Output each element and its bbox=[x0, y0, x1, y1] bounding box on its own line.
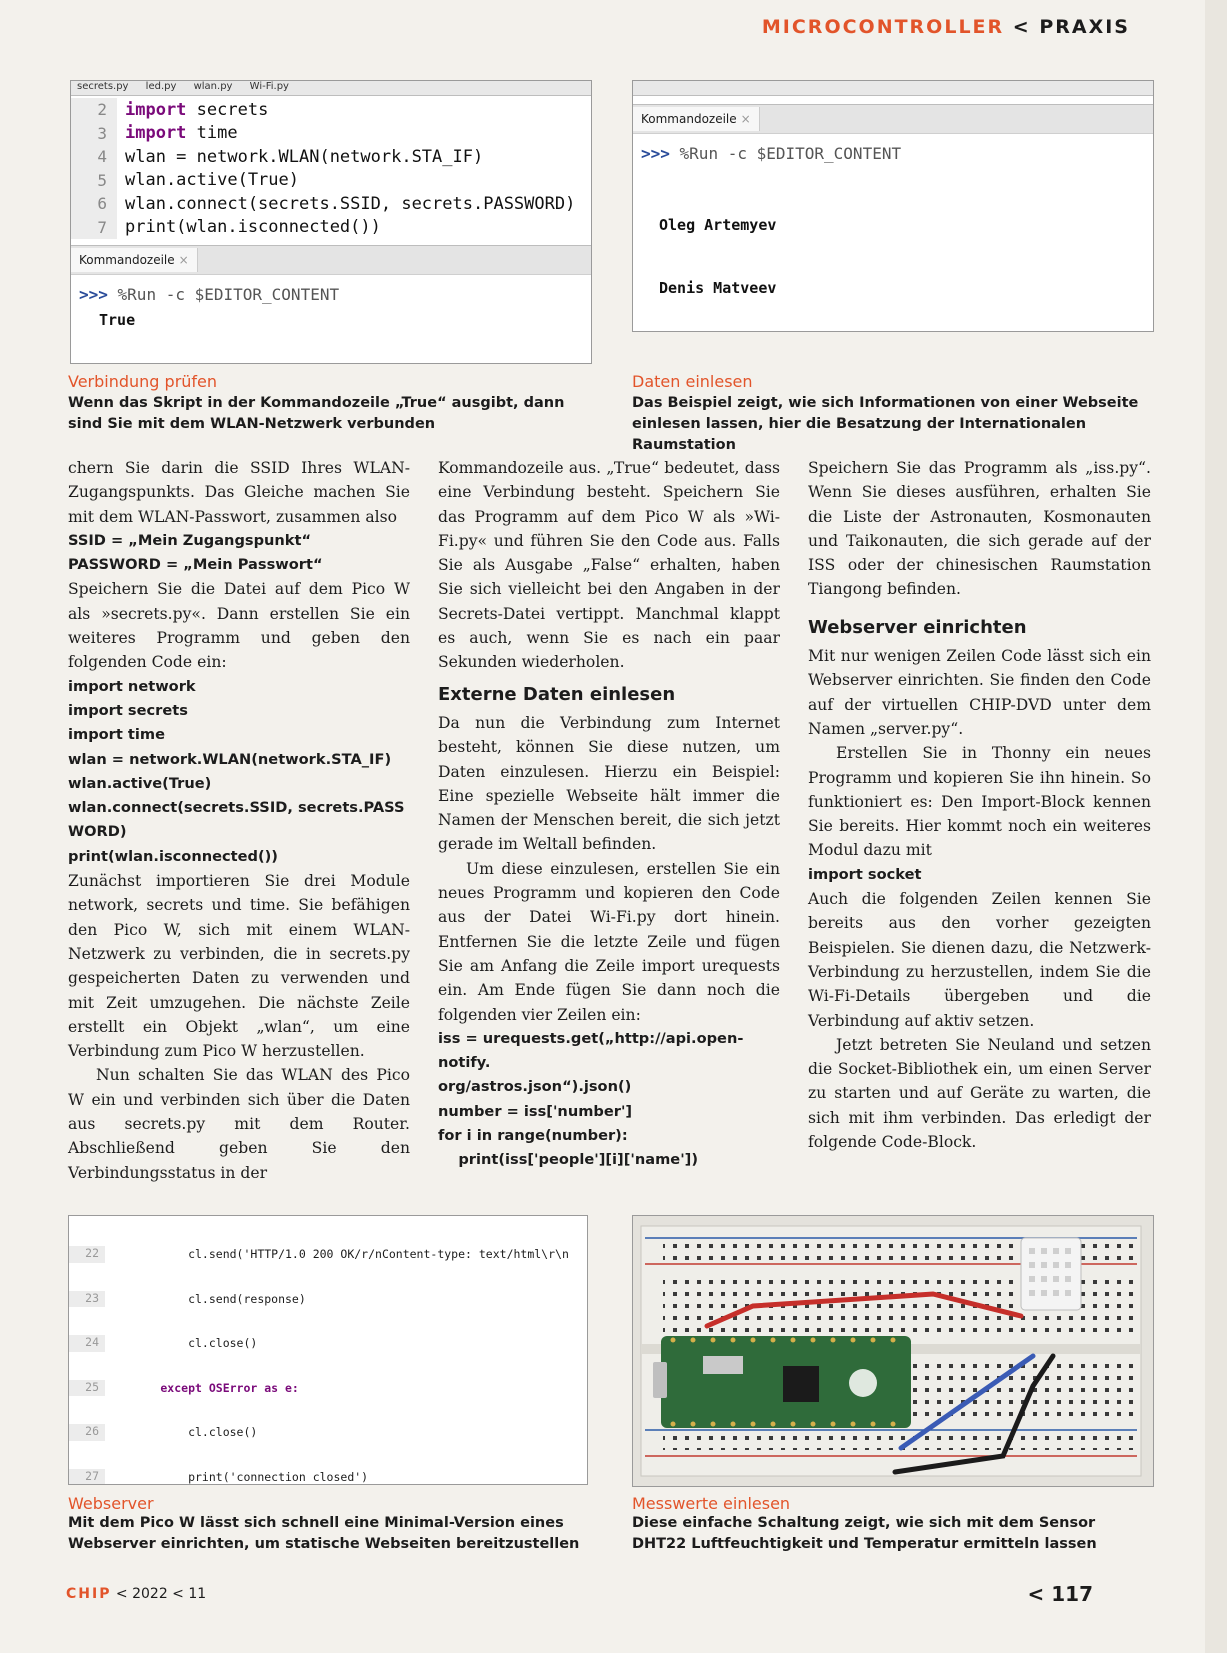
code-line: wlan.connect(secrets.SSID, secrets.PASS bbox=[68, 799, 405, 817]
code-line: org/astros.json“).json() bbox=[438, 1078, 632, 1096]
caption-title: Daten einlesen bbox=[632, 372, 753, 391]
line-number: 27 bbox=[69, 1469, 105, 1486]
code-line: import network bbox=[68, 677, 196, 695]
code-text: cl.close() bbox=[105, 1336, 258, 1351]
line-number: 2 bbox=[71, 98, 117, 122]
screenshot-wlan-editor bbox=[70, 80, 592, 364]
caption-text: Das Beispiel zeigt, wie sich Informationen von einer Webseite einlesen lassen, hier die Besatzung der Internationalen Raumstation bbox=[632, 395, 1139, 453]
code-line: PASSWORD = „Mein Passwort“ bbox=[68, 556, 323, 574]
code-line bbox=[69, 1335, 587, 1352]
paragraph: Speichern Sie die Datei auf dem Pico W als »secrets.py«. Dann erstellen Sie ein weiteres Programm und geben den folgenden Code ein: bbox=[68, 580, 410, 672]
paragraph: Zunächst importieren Sie drei Module network, secrets und time. Sie befähigen den Pico W, sich mit einem WLAN-Netzwerk zu verbinden, die in secrets.py gespeicherten Daten zu verwenden und mit Zeit umzugehen. Die nächste Zeile erstellt ein Objekt „wlan“, um eine Verbindung zum Pico W herzustellen. bbox=[68, 872, 410, 1061]
code-line: for i in range(number): bbox=[438, 1127, 628, 1145]
caption-title: Webserver bbox=[68, 1494, 154, 1513]
output-line: Oleg Artemyev bbox=[659, 216, 777, 234]
code-text: cl.send('HTTP/1.0 200 OK/r/nContent-type: text/html\r\n bbox=[105, 1247, 569, 1262]
paragraph: chern Sie darin die SSID Ihres WLAN-Zugangspunkts. Das Gleiche machen Sie mit dem WLAN-Passwort, zusammen also bbox=[68, 459, 410, 526]
code-text: cl.close() bbox=[105, 1425, 258, 1440]
prompt-command: %Run -c $EDITOR_CONTENT bbox=[669, 144, 902, 163]
paragraph: Auch die folgenden Zeilen kennen Sie bereits aus den vorher gezeigten Beispielen. Sie dienen dazu, die Netzwerk-Verbindung zu herzustellen, indem Sie die Wi-Fi-Details übergeben und die Verbindung auf aktiv setzen. bbox=[808, 890, 1151, 1030]
tab-secrets: secrets.py bbox=[77, 81, 129, 92]
line-number: 23 bbox=[69, 1291, 105, 1308]
code-line bbox=[69, 1424, 587, 1441]
code-line: print(iss['people'][i]['name']) bbox=[438, 1151, 699, 1169]
tab-kommandozeile[interactable] bbox=[633, 107, 760, 131]
line-number: 7 bbox=[71, 216, 117, 240]
page-number: < 117 bbox=[1027, 1582, 1093, 1606]
code-text: wlan.active(True) bbox=[125, 170, 299, 191]
code-line bbox=[71, 216, 591, 240]
caption-title: Messwerte einlesen bbox=[632, 1494, 791, 1513]
code-text: print(wlan.isconnected()) bbox=[125, 217, 381, 238]
code-line bbox=[69, 1291, 587, 1308]
image-breadboard-circuit bbox=[632, 1215, 1154, 1487]
prompt-symbol: >>> bbox=[79, 285, 108, 304]
header-separator: < bbox=[1012, 16, 1031, 38]
line-number: 6 bbox=[71, 192, 117, 216]
tab-led: led.py bbox=[145, 81, 177, 92]
output-line: Denis Matveev bbox=[659, 279, 777, 297]
shell-prompt bbox=[633, 134, 1153, 169]
line-number: 4 bbox=[71, 145, 117, 169]
code-line: number = iss['number'] bbox=[438, 1102, 633, 1120]
code-text: cl.send(response) bbox=[105, 1291, 306, 1306]
close-icon[interactable]: × bbox=[740, 112, 751, 126]
keyword: import bbox=[125, 99, 187, 120]
section-heading: Webserver einrichten bbox=[808, 616, 1027, 638]
shell-tab-bar bbox=[633, 104, 1153, 134]
paragraph: Da nun die Verbindung zum Internet besteht, können Sie diese nutzen, um Daten einzulesen. Hierzu ein Beispiel: Eine spezielle Webseite hält immer die Namen der Menschen bereit, die sich jetzt gerade im Weltall befinden. bbox=[438, 713, 780, 854]
column-3 bbox=[808, 456, 1151, 1154]
prompt-symbol: >>> bbox=[641, 144, 670, 163]
keyword: import bbox=[125, 123, 187, 144]
footer-left bbox=[66, 1586, 206, 1602]
paragraph: Kommandozeile aus. „True“ bedeutet, dass eine Verbindung besteht. Speichern Sie das Programm auf dem Pico W als »Wi-Fi.py« und führen Sie den Code aus. Falls Sie als Ausgabe „False“ erhalten, haben Sie sich vielleicht bei den Angaben in der Secrets-Datei vertippt. Manchmal klappt es auch, wenn Sie es nach ein paar Sekunden wiederholen. bbox=[438, 459, 780, 672]
tab-wifi: Wi-Fi.py bbox=[249, 81, 289, 92]
code-text: wlan = network.WLAN(network.STA_IF) bbox=[125, 146, 484, 167]
code-line: wlan = network.WLAN(network.STA_IF) bbox=[68, 750, 392, 768]
tab-kommandozeile[interactable] bbox=[71, 248, 198, 272]
code-line bbox=[71, 122, 591, 146]
column-2 bbox=[438, 456, 780, 1173]
code-text: except OSError as e: bbox=[105, 1380, 299, 1395]
page-header bbox=[762, 16, 1130, 38]
section-heading: Externe Daten einlesen bbox=[438, 683, 676, 705]
line-number: 3 bbox=[71, 122, 117, 146]
paragraph: Erstellen Sie in Thonny ein neues Programm und kopieren Sie ihn hinein. So funktioniert es: Den Import-Block kennen Sie bereits. Hier kommt noch ein weiteres Modul dazu mit bbox=[808, 744, 1151, 860]
code-line: import time bbox=[68, 726, 166, 744]
code-line: iss = urequests.get(„http://api.open-notify. bbox=[438, 1029, 744, 1072]
code-line: import socket bbox=[808, 865, 922, 883]
shell-tab-bar bbox=[71, 245, 591, 275]
screenshot-webserver bbox=[68, 1215, 588, 1485]
line-number: 5 bbox=[71, 169, 117, 193]
caption-text: Wenn das Skript in der Kommandozeile „True“ ausgibt, dann sind Sie mit dem WLAN-Netzwerk verbunden bbox=[68, 395, 565, 432]
prompt-command: %Run -c $EDITOR_CONTENT bbox=[107, 285, 340, 304]
code-text: secrets bbox=[186, 99, 269, 120]
code-line bbox=[69, 1380, 587, 1397]
shell-output bbox=[633, 169, 1153, 332]
code-line: import secrets bbox=[68, 701, 188, 719]
shell-prompt bbox=[71, 275, 591, 310]
issue-info: < 2022 < 11 bbox=[111, 1586, 207, 1602]
paragraph: Nun schalten Sie das WLAN des Pico W ein und verbinden sich über die Daten aus secrets.py mit dem Router. Abschließend geben Sie den Verbindungsstatus in der bbox=[68, 1066, 410, 1182]
screenshot-iss-output bbox=[632, 80, 1154, 332]
code-area bbox=[69, 1216, 587, 1485]
line-number: 25 bbox=[69, 1380, 105, 1397]
column-1 bbox=[68, 456, 410, 1185]
tab-label: Kommandozeile bbox=[641, 112, 737, 126]
paragraph: Jetzt betreten Sie Neuland und setzen die Socket-Bibliothek ein, um einen Server zu starten und auf Geräte zu warten, die sich mit ihm verbinden. Das erledigt der folgende Code-Block. bbox=[808, 1035, 1151, 1152]
caption-text: Mit dem Pico W lässt sich schnell eine Minimal-Version eines Webserver einrichten, um statische Webseiten bereitzustellen bbox=[68, 1515, 580, 1552]
breadboard-illustration bbox=[633, 1216, 1153, 1486]
page-edge bbox=[1205, 0, 1227, 1653]
tab-wlan: wlan.py bbox=[193, 81, 233, 92]
code-area bbox=[71, 96, 591, 239]
editor-tabs bbox=[71, 81, 591, 96]
code-line bbox=[71, 169, 591, 193]
code-text: wlan.connect(secrets.SSID, secrets.PASSWORD) bbox=[125, 193, 576, 214]
paragraph: Mit nur wenigen Zeilen Code lässt sich ein Webserver einrichten. Sie finden den Code auf der virtuellen CHIP-DVD unter dem Namen „server.py“. bbox=[808, 647, 1151, 738]
tab-label: Kommandozeile bbox=[79, 253, 175, 267]
paragraph: Speichern Sie das Programm als „iss.py“. Wenn Sie dieses ausführen, erhalten Sie die Liste der Astronauten, Kosmonauten und Taikonauten, die sich gerade auf der ISS oder der chinesischen Raumstation Tiangong befinden. bbox=[808, 459, 1151, 599]
editor-tabs bbox=[633, 81, 1153, 96]
caption-text: Diese einfache Schaltung zeigt, wie sich mit dem Sensor DHT22 Luftfeuchtigkeit und Temperatur ermitteln lassen bbox=[632, 1515, 1097, 1552]
header-category: PRAXIS bbox=[1039, 16, 1130, 38]
line-number: 22 bbox=[69, 1246, 105, 1263]
line-number: 26 bbox=[69, 1424, 105, 1441]
brand-logo: CHIP bbox=[66, 1586, 112, 1602]
paragraph: Um diese einzulesen, erstellen Sie ein neues Programm und kopieren den Code aus der Datei Wi-Fi.py dort hinein. Entfernen Sie die letzte Zeile und fügen Sie am Anfang die Zeile import urequests ein. Am Ende fügen Sie dann noch die folgenden vier Zeilen ein: bbox=[438, 859, 780, 1024]
code-line bbox=[71, 98, 591, 122]
header-section: MICROCONTROLLER bbox=[761, 16, 1005, 38]
code-line: wlan.active(True) bbox=[68, 774, 212, 792]
close-icon[interactable]: × bbox=[178, 253, 189, 267]
code-line: WORD) bbox=[68, 823, 127, 841]
line-number: 24 bbox=[69, 1335, 105, 1352]
code-line: SSID = „Mein Zugangspunkt“ bbox=[68, 531, 312, 549]
caption-title: Verbindung prüfen bbox=[68, 372, 218, 391]
code-line: print(wlan.isconnected()) bbox=[68, 847, 278, 865]
code-text: time bbox=[186, 123, 238, 144]
code-line bbox=[71, 145, 591, 169]
code-line bbox=[71, 192, 591, 216]
shell-output: True bbox=[99, 311, 136, 329]
code-text: print('connection closed') bbox=[105, 1469, 369, 1484]
code-line bbox=[69, 1469, 587, 1486]
code-line bbox=[69, 1246, 587, 1263]
